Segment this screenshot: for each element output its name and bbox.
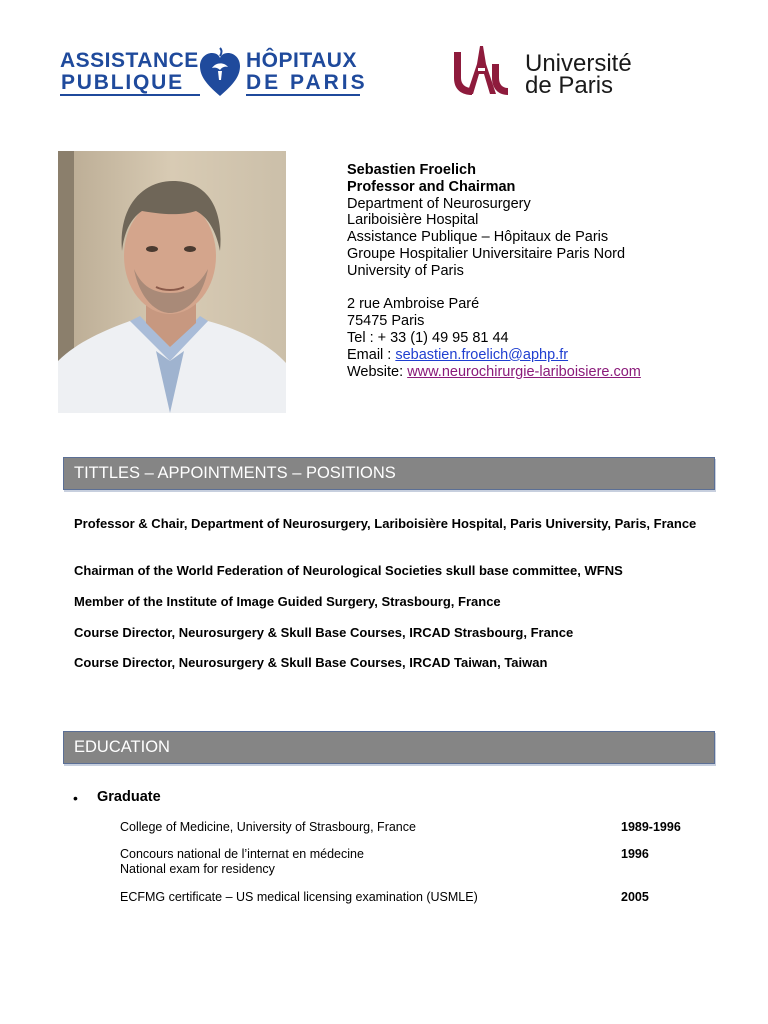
education-item-line: Concours national de l’internat en médecine bbox=[120, 847, 364, 861]
university-logo-word: de Paris bbox=[525, 72, 614, 99]
university-logo-word: Université bbox=[525, 50, 632, 77]
position-item: Professor & Chair, Department of Neurosurgery, Lariboisière Hospital, Paris University, Paris, France bbox=[74, 516, 697, 531]
contact-tel: Tel : + 33 (1) 49 95 81 44 bbox=[347, 329, 509, 346]
heart-icon bbox=[198, 44, 242, 100]
aphp-logo-rule bbox=[246, 94, 360, 96]
contact-website-row bbox=[347, 364, 747, 381]
education-item bbox=[120, 890, 478, 905]
aphp-logo-word: PUBLIQUE bbox=[61, 71, 184, 94]
contact-department: Department of Neurosurgery bbox=[347, 195, 531, 212]
email-label: Email : bbox=[347, 346, 396, 363]
contact-email-row bbox=[347, 347, 747, 364]
contact-university: University of Paris bbox=[347, 262, 464, 279]
education-year: 1996 bbox=[621, 847, 649, 861]
education-year: 2005 bbox=[621, 890, 649, 904]
eiffel-mark-icon bbox=[452, 44, 510, 96]
education-year: 1989-1996 bbox=[621, 820, 681, 834]
aphp-logo-word: ASSISTANCE bbox=[60, 49, 199, 72]
aphp-logo-word: DE PARIS bbox=[246, 71, 368, 94]
graduate-label: Graduate bbox=[97, 789, 161, 805]
education-item bbox=[120, 820, 416, 835]
position-item: Chairman of the World Federation of Neurological Societies skull base committee, WFNS bbox=[74, 563, 623, 578]
education-item-line: National exam for residency bbox=[120, 861, 275, 876]
website-label: Website: bbox=[347, 363, 408, 380]
contact-name: Sebastien Froelich bbox=[347, 162, 476, 178]
education-item-line: ECFMG certificate – US medical licensing examination (USMLE) bbox=[120, 890, 478, 904]
aphp-logo-word: HÔPITAUX bbox=[246, 49, 357, 72]
education-item-line: College of Medicine, University of Strasbourg, France bbox=[120, 820, 416, 834]
contact-hospital: Lariboisière Hospital bbox=[347, 212, 479, 229]
contact-title: Professor and Chairman bbox=[347, 178, 516, 195]
website-link[interactable]: www.neurochirurgie-lariboisiere.com bbox=[407, 363, 641, 380]
aphp-logo bbox=[60, 44, 368, 100]
contact-street: 2 rue Ambroise Paré bbox=[347, 296, 480, 313]
contact-city: 75475 Paris bbox=[347, 313, 425, 330]
contact-institution: Assistance Publique – Hôpitaux de Paris bbox=[347, 229, 609, 246]
contact-block bbox=[347, 162, 747, 380]
section-header-titles: TITTLES – APPOINTMENTS – POSITIONS bbox=[63, 457, 715, 490]
portrait-photo bbox=[58, 151, 286, 413]
education-item bbox=[120, 847, 364, 876]
university-logo bbox=[452, 44, 652, 100]
section-header-education: EDUCATION bbox=[63, 731, 715, 764]
contact-spacer bbox=[347, 280, 747, 297]
aphp-logo-rule bbox=[60, 94, 200, 96]
position-item: Member of the Institute of Image Guided Surgery, Strasbourg, France bbox=[74, 594, 501, 609]
contact-group: Groupe Hospitalier Universitaire Paris Nord bbox=[347, 245, 626, 262]
position-item: Course Director, Neurosurgery & Skull Base Courses, IRCAD Strasbourg, France bbox=[74, 625, 574, 640]
bullet-icon: • bbox=[73, 790, 78, 806]
position-item: Course Director, Neurosurgery & Skull Base Courses, IRCAD Taiwan, Taiwan bbox=[74, 655, 548, 670]
email-link[interactable]: sebastien.froelich@aphp.fr bbox=[395, 346, 569, 363]
